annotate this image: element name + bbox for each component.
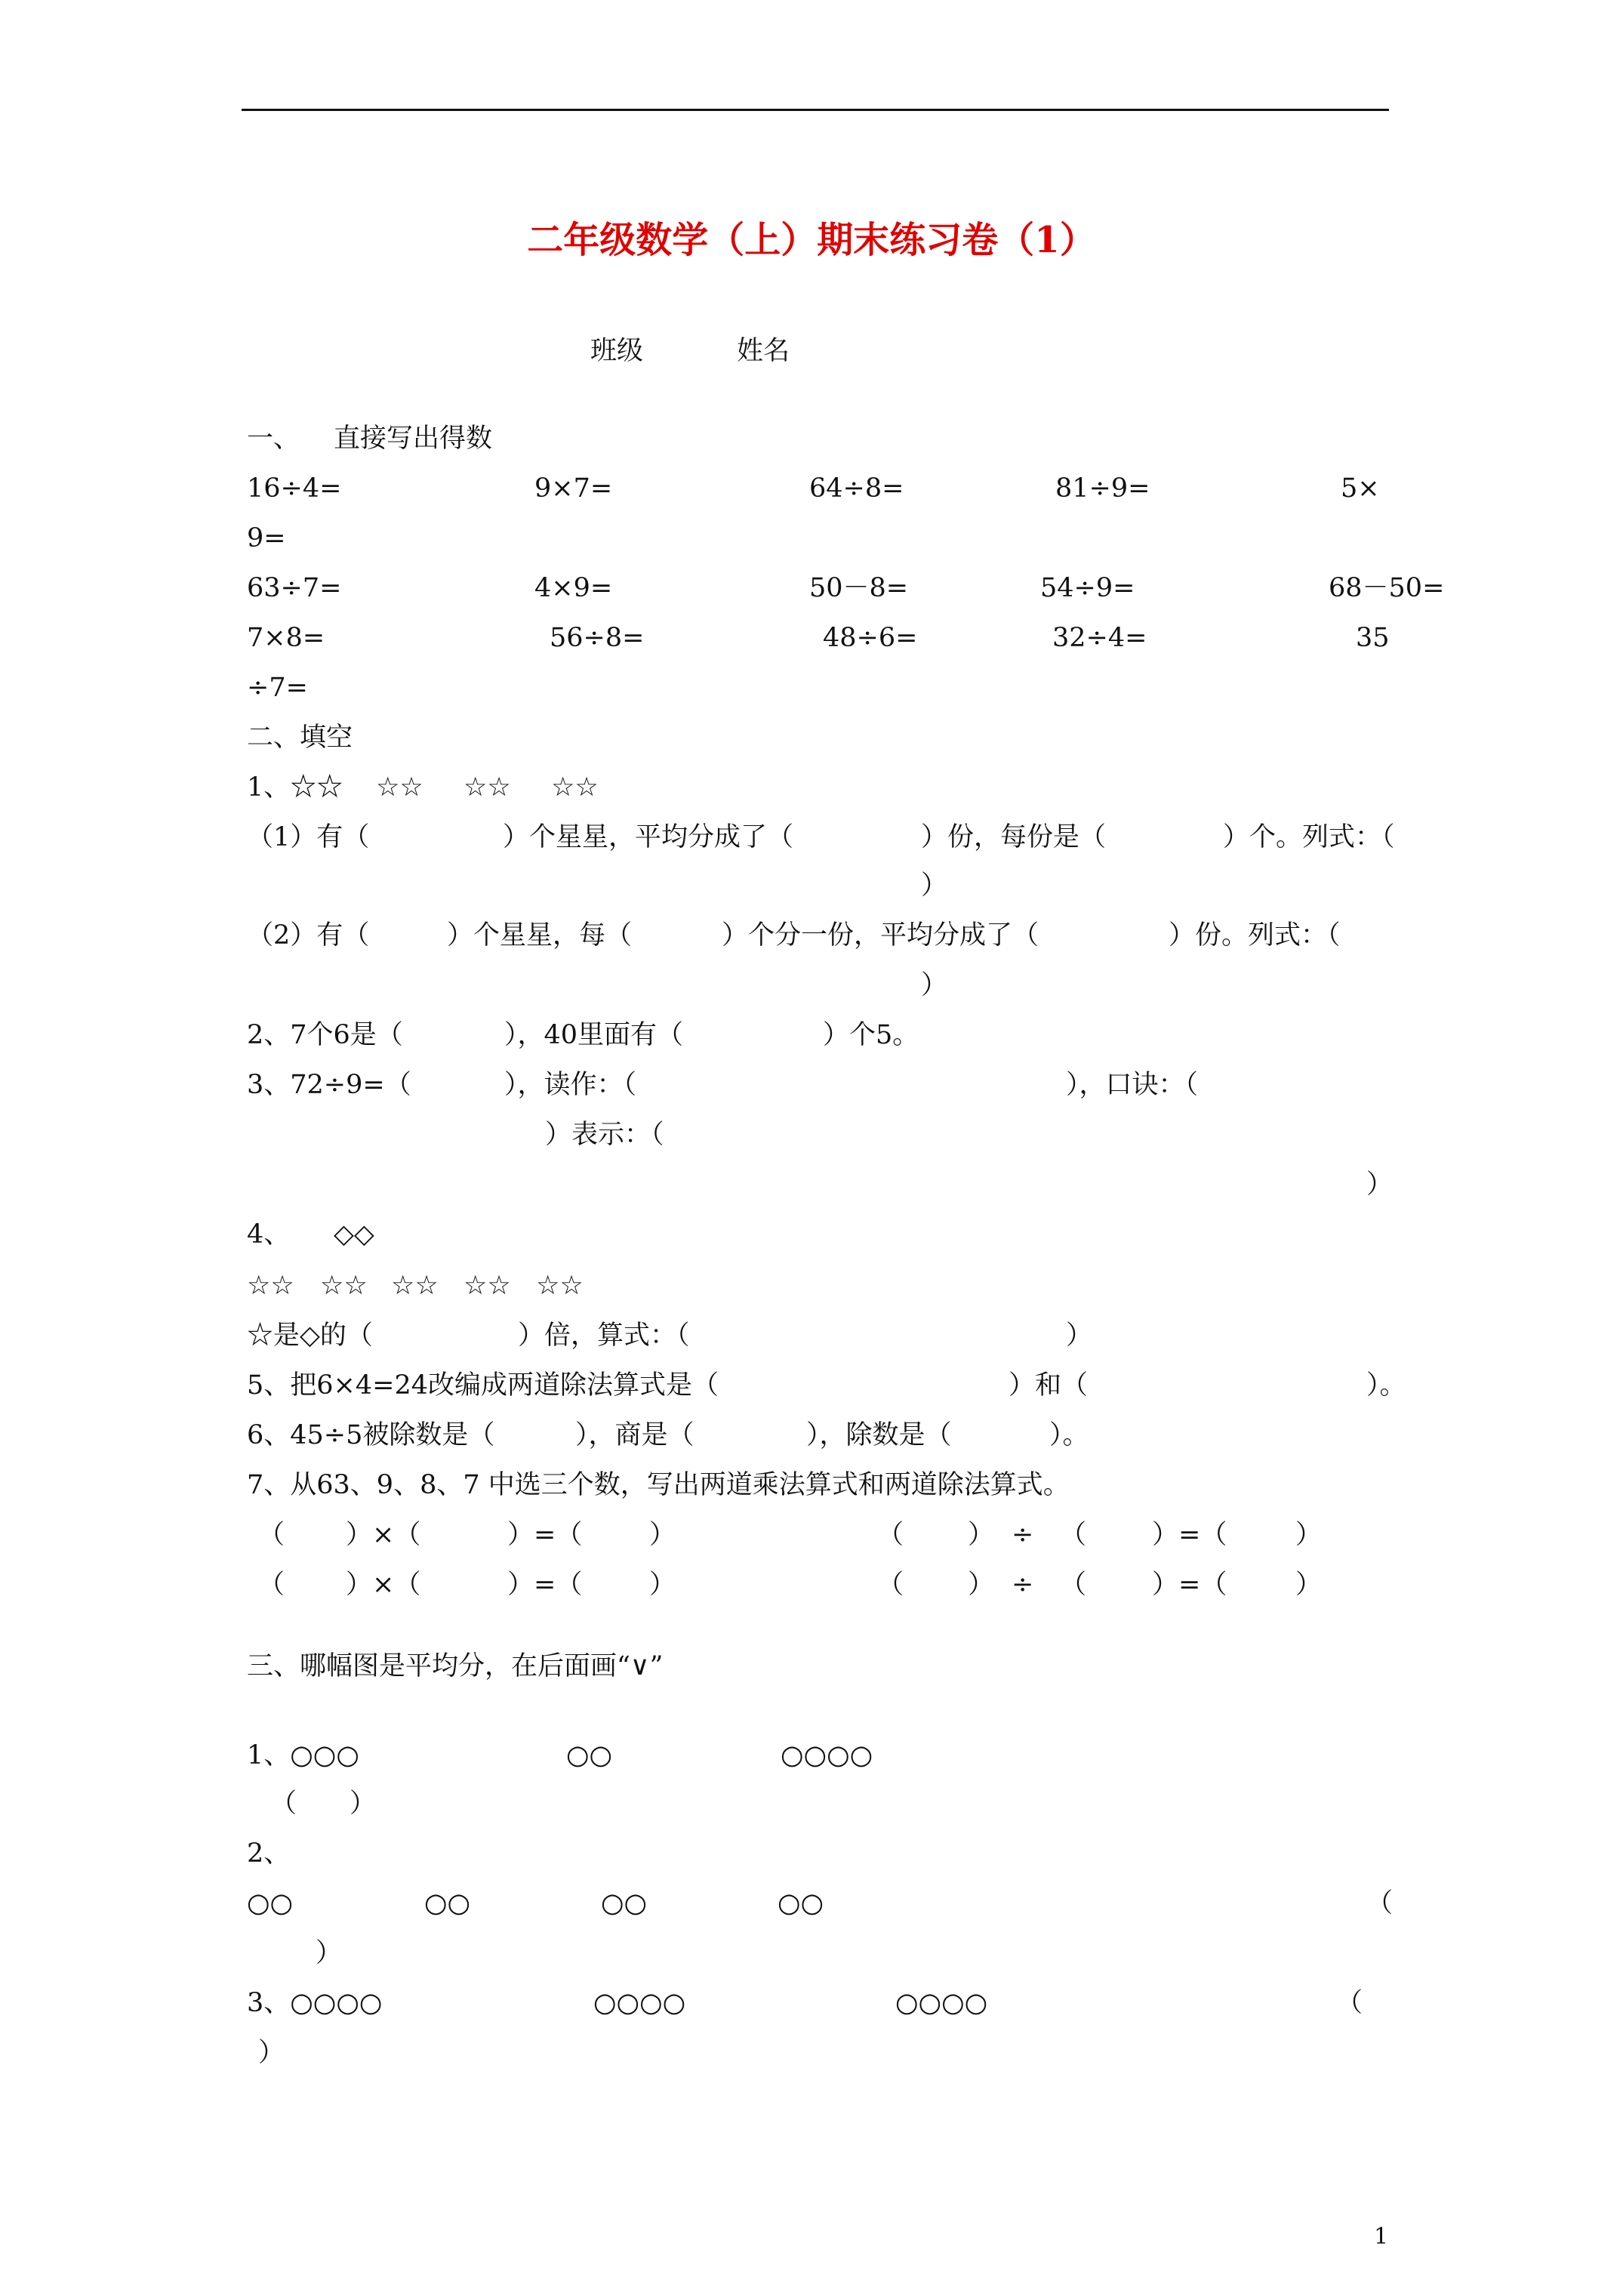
item3-answer-close: ） xyxy=(258,2038,285,2068)
calc-item: 35 xyxy=(1356,623,1390,653)
calc-item: 16÷4= xyxy=(247,473,342,504)
calc-item: 63÷7= xyxy=(247,573,342,603)
q7-div-close: ） xyxy=(1295,1570,1323,1600)
q1-part1-text: ）个星星，平均分成了（ xyxy=(503,822,794,852)
q7-mult-equals: ）=（ xyxy=(507,1570,583,1600)
q7-div-equals: ）=（ xyxy=(1152,1570,1227,1600)
item2-answer-close: ） xyxy=(316,1938,343,1968)
calc-item: 9×7= xyxy=(534,473,613,504)
page-title: 二年级数学（上）期末练习卷（1） xyxy=(527,219,1096,261)
calc-item: 54÷9= xyxy=(1040,573,1135,603)
calc-item: 5× xyxy=(1341,473,1380,504)
q1-part2-text: （2）有（ xyxy=(247,920,370,951)
class-label: 班级 xyxy=(590,336,644,366)
q7-mult-open: （ xyxy=(258,1570,285,1600)
q4-stars: ☆☆ xyxy=(463,1271,511,1301)
q7-div-sign: ÷ xyxy=(1012,1520,1034,1550)
q4-stars: ☆☆ xyxy=(320,1271,368,1301)
item1-circles: ○○○○ xyxy=(781,1740,873,1771)
q7-div-equals: ）=（ xyxy=(1152,1520,1227,1550)
q1-part1-text: ）个。列式：（ xyxy=(1223,822,1395,852)
q1-part1-close: ） xyxy=(921,871,948,901)
q1-part1-text: ）份，每份是（ xyxy=(921,822,1107,852)
item3-circles: 3、○○○○ xyxy=(247,1988,383,2018)
q1-stars: 1、☆☆ xyxy=(247,772,343,803)
item1-circles: ○○ xyxy=(566,1740,613,1771)
item3-circles: ○○○○ xyxy=(593,1988,686,2018)
q1-part2-text: ）个分一份，平均分成了（ xyxy=(722,920,1039,951)
q7-div-open: （ xyxy=(877,1520,904,1550)
q3-text: ），读作：（ xyxy=(504,1070,637,1100)
q1-stars: ☆☆ xyxy=(463,772,511,803)
q1-part2-close: ） xyxy=(921,970,948,1000)
q2-text: 2、7个6是（ xyxy=(247,1020,403,1050)
q1-part1-text: （1）有（ xyxy=(247,822,370,852)
calc-item: 4×9= xyxy=(534,573,613,603)
calc-item: 68－50= xyxy=(1329,573,1445,603)
page-number: 1 xyxy=(1374,2224,1389,2250)
item2-circles: ○○ xyxy=(778,1888,824,1918)
calc-item: 56÷8= xyxy=(550,623,645,653)
q4-text: ） xyxy=(1066,1321,1093,1351)
q7-div-open2: （ xyxy=(1060,1520,1087,1550)
q4-label: 4、 xyxy=(247,1219,291,1250)
q7-mult-equals: ）=（ xyxy=(507,1520,583,1550)
q3-close: ） xyxy=(1366,1170,1394,1200)
q2-text: ），40里面有（ xyxy=(504,1020,684,1050)
q7-mult-open: （ xyxy=(258,1520,285,1550)
q7-div-open2: （ xyxy=(1060,1570,1087,1600)
q3-text-line2: ）表示：（ xyxy=(545,1120,664,1150)
q1-part2-text: ）个星星，每（ xyxy=(447,920,633,951)
q4-stars: ☆☆ xyxy=(536,1271,584,1301)
item3-answer-open: （ xyxy=(1336,1988,1363,2018)
calc-item: 64÷8= xyxy=(809,473,904,504)
q7-mult-times: ）×（ xyxy=(346,1570,421,1600)
calc-item: 81÷9= xyxy=(1055,473,1150,504)
q7-div-open: （ xyxy=(877,1570,904,1600)
q1-part2-text: ）份。列式：（ xyxy=(1169,920,1341,951)
q3-text: 3、72÷9=（ xyxy=(247,1070,411,1100)
q7-div-close: ） xyxy=(1295,1520,1323,1550)
name-label: 姓名 xyxy=(737,336,790,366)
q4-text: ☆是◇的（ xyxy=(247,1321,373,1351)
q6-text: 6、45÷5被除数是（ xyxy=(247,1420,495,1450)
calc-item-wrap: 9= xyxy=(247,523,286,553)
q4-diamonds: ◇◇ xyxy=(334,1219,374,1250)
q1-stars: ☆☆ xyxy=(551,772,599,803)
header-rule xyxy=(242,109,1389,111)
q7-mult-close: ） xyxy=(649,1570,676,1600)
section1-heading-number: 一、 xyxy=(247,424,300,454)
q4-text: ）倍，算式：（ xyxy=(518,1321,690,1351)
q2-text: ）个5。 xyxy=(823,1020,919,1050)
section2-heading: 二、填空 xyxy=(247,723,353,753)
q5-text: ）和（ xyxy=(1009,1370,1089,1401)
item2-label: 2、 xyxy=(247,1838,291,1869)
q6-text: ），除数是（ xyxy=(806,1420,952,1450)
q6-text: ），商是（ xyxy=(575,1420,694,1450)
q7-mult-close: ） xyxy=(649,1520,676,1550)
q7-div-close1: ） xyxy=(968,1520,995,1550)
q1-stars: ☆☆ xyxy=(376,772,423,803)
item3-circles: ○○○○ xyxy=(895,1988,988,2018)
calc-item: 7×8= xyxy=(247,623,325,653)
calc-item: 50－8= xyxy=(809,573,909,603)
item2-circles: ○○ xyxy=(247,1888,294,1918)
item2-circles: ○○ xyxy=(601,1888,648,1918)
item1-answer: （ ） xyxy=(270,1789,377,1819)
section3-heading: 三、哪幅图是平均分，在后面画“∨” xyxy=(247,1651,664,1681)
item2-circles: ○○ xyxy=(424,1888,471,1918)
item1-circles: 1、○○○ xyxy=(247,1740,359,1771)
q7-div-sign: ÷ xyxy=(1012,1570,1034,1600)
section1-heading: 直接写出得数 xyxy=(334,424,493,454)
q5-text: 5、把6×4=24改编成两道除法算式是（ xyxy=(247,1370,719,1401)
q7-mult-times: ）×（ xyxy=(346,1520,421,1550)
q5-text: ）。 xyxy=(1366,1370,1406,1401)
calc-item: 32÷4= xyxy=(1052,623,1147,653)
calc-item-wrap: ÷7= xyxy=(247,673,308,703)
calc-item: 48÷6= xyxy=(823,623,918,653)
q4-stars: ☆☆ xyxy=(391,1271,439,1301)
q7-div-close1: ） xyxy=(968,1570,995,1600)
q7-text: 7、从63、9、8、7 中选三个数，写出两道乘法算式和两道除法算式。 xyxy=(247,1470,1070,1500)
q4-stars: ☆☆ xyxy=(247,1271,294,1301)
q6-text: ）。 xyxy=(1049,1420,1089,1450)
q3-text: ），口诀：（ xyxy=(1066,1070,1199,1100)
item2-answer-open: （ xyxy=(1366,1888,1394,1918)
